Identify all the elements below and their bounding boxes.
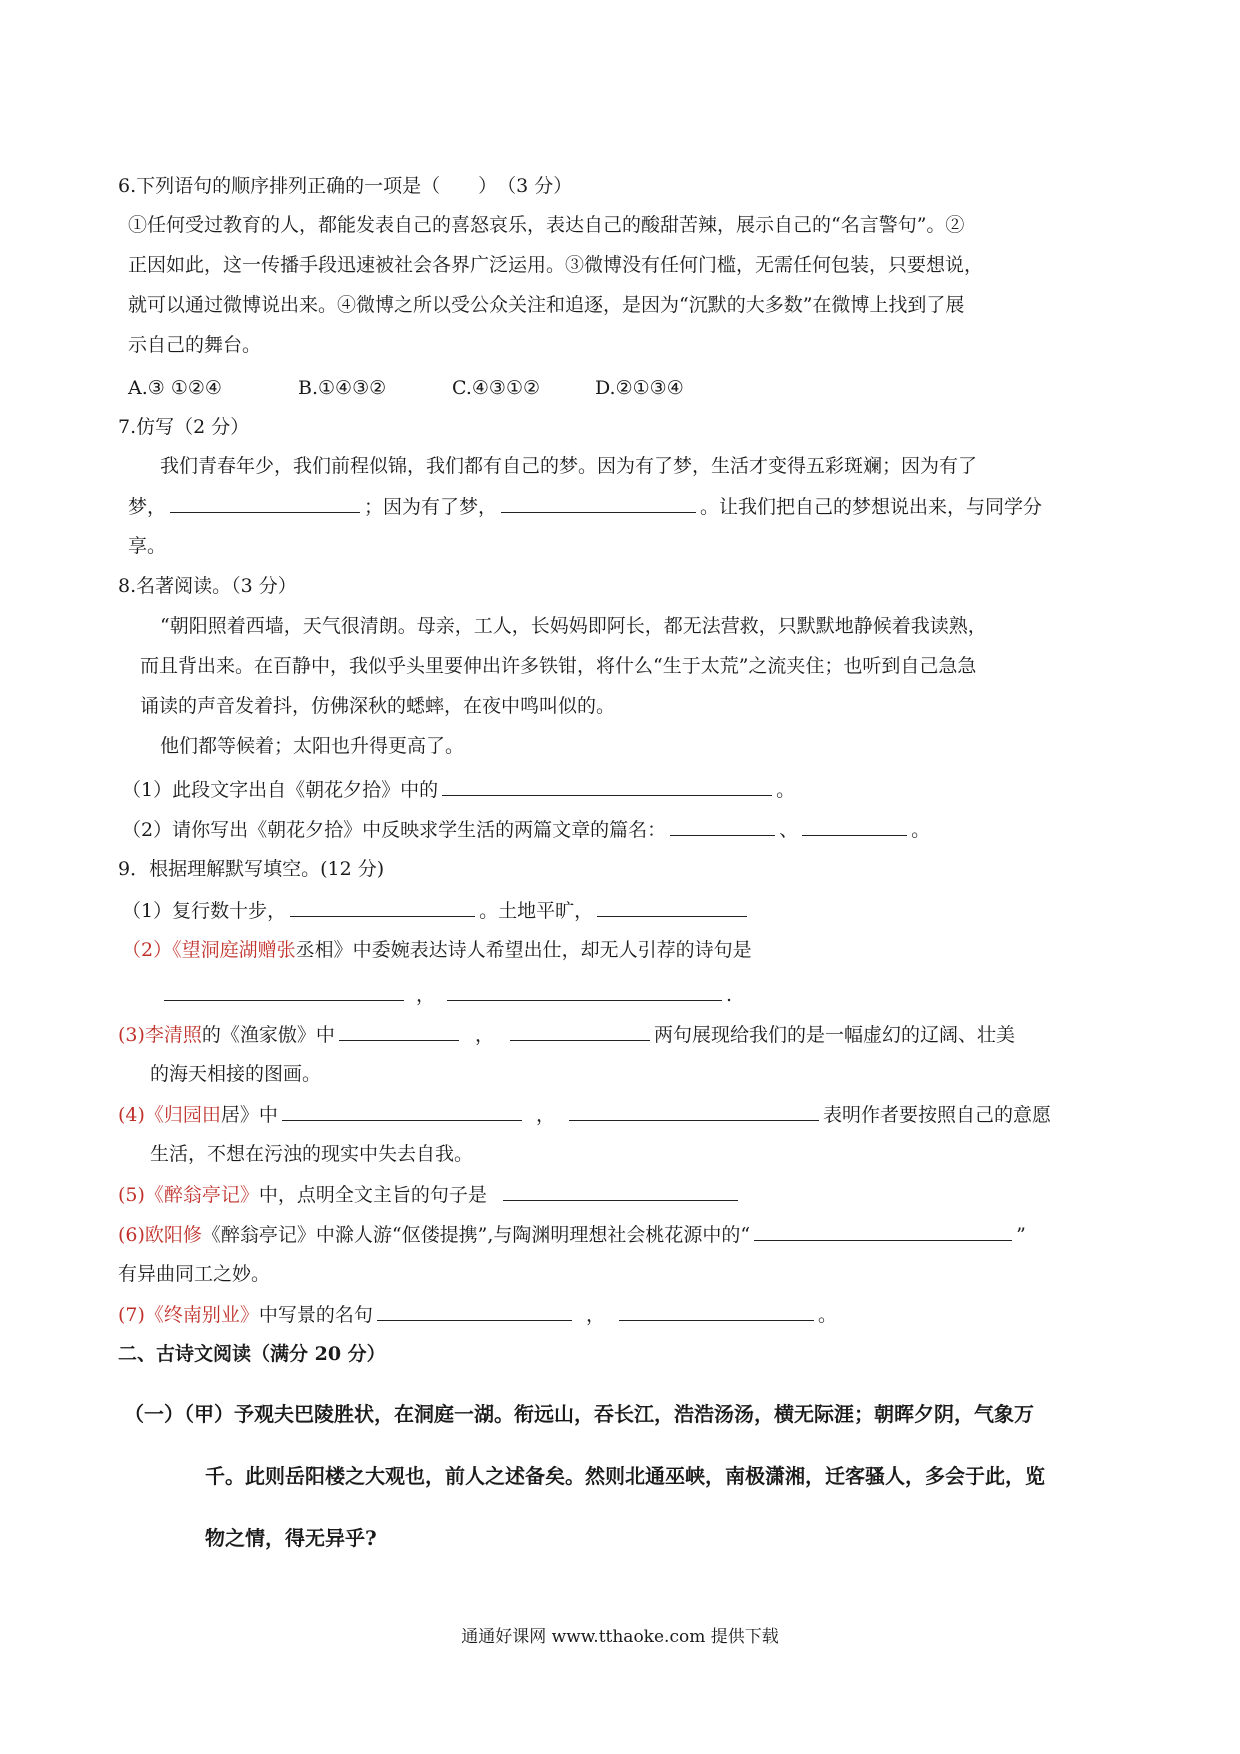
q9-item-1 — [122, 896, 751, 924]
q9-item-2-blanks — [160, 980, 732, 1008]
q9-item7-end: 。 — [817, 1304, 837, 1326]
q8-sub1-end: 。 — [776, 779, 796, 801]
q7-line2-c: 。让我们把自己的梦想说出来，与同学分 — [700, 496, 1043, 518]
section-2-line-3: 物之情，得无异乎? — [205, 1526, 377, 1550]
q6-option-c: C.④③①② — [452, 377, 541, 399]
q9-item4-blank-2[interactable] — [569, 1100, 819, 1121]
q6-title: 6.下列语句的顺序排列正确的一项是（ ） （3 分） — [118, 175, 573, 197]
q8-passage-line-4: 他们都等候着；太阳也升得更高了。 — [160, 735, 465, 757]
q9-item3-blank-2[interactable] — [510, 1020, 650, 1041]
q9-item2-end: . — [726, 984, 733, 1006]
q9-item3-red: (3)李清照 — [118, 1024, 202, 1046]
q9-item-5 — [118, 1180, 742, 1208]
q8-passage-line-2: 而且背出来。在百静中，我似乎头里要伸出许多铁钳，将什么“生于太荒”之流夹住；也听到自己急急 — [140, 655, 977, 677]
q7-line-1: 我们青春年少，我们前程似锦，我们都有自己的梦。因为有了梦，生活才变得五彩斑斓；因为有了 — [160, 455, 978, 477]
section-2-heading: 二、古诗文阅读（满分 20 分） — [118, 1343, 386, 1365]
q9-item1-blank-1[interactable] — [290, 896, 475, 917]
q9-item2-blank-2[interactable] — [447, 980, 722, 1001]
q9-item3-blank-1[interactable] — [339, 1020, 459, 1041]
q9-item-6 — [118, 1220, 1026, 1248]
q9-item5-red: (5)《醉翁亭记》 — [118, 1184, 259, 1206]
q7-line2-a: 梦， — [128, 496, 167, 518]
q9-item5-text: 中，点明全文主旨的句子是 — [258, 1184, 487, 1206]
q6-body-line-2: 正因如此，这一传播手段迅速被社会各界广泛运用。③微博没有任何门槛，无需任何包装，只要想说， — [128, 254, 984, 276]
q7-line-3: 享。 — [128, 535, 167, 557]
page-footer: 通通好课网 www.tthaoke.com 提供下载 — [461, 1627, 779, 1647]
q9-item3-sep: ， — [474, 1024, 494, 1046]
q9-item-7 — [118, 1300, 837, 1328]
q9-item2-blank-1[interactable] — [164, 980, 404, 1001]
q9-item4-red: (4)《归园田 — [118, 1104, 221, 1126]
q9-item-2 — [122, 936, 752, 964]
q7-line2-b: ；因为有了梦， — [364, 496, 498, 518]
q8-title: 8.名著阅读。（3 分） — [118, 575, 297, 597]
q8-sub-1 — [122, 775, 795, 803]
q8-sub2-text: （2）请你写出《朝花夕拾》中反映求学生活的两篇文章的篇名： — [122, 819, 667, 841]
section-2-lead: （一）（甲）予观夫巴陵胜状，在洞庭一湖。衔远山，吞长江，浩浩汤汤，横无际涯；朝晖夕阴，气象万 — [124, 1402, 1034, 1426]
q7-title: 7.仿写（2 分） — [118, 416, 250, 438]
q6-body-line-3: 就可以通过微博说出来。④微博之所以受公众关注和追逐，是因为“沉默的大多数”在微博上找到了展 — [128, 294, 965, 316]
q9-item5-blank[interactable] — [503, 1180, 738, 1201]
q9-item-3-line-2: 的海天相接的图画。 — [150, 1063, 322, 1085]
q9-item4-text: 居》中 — [220, 1104, 278, 1126]
q6-body-line-4: 示自己的舞台。 — [128, 334, 262, 356]
q9-item-6-line-2: 有异曲同工之妙。 — [118, 1263, 271, 1285]
q9-item7-text: 中写景的名句 — [258, 1304, 373, 1326]
q8-sub-2 — [122, 815, 930, 843]
q8-sub1-blank[interactable] — [442, 775, 772, 796]
q7-line-2 — [128, 492, 1042, 520]
q9-item2-red: （2）《望洞庭湖赠张 — [122, 939, 296, 961]
q8-sub2-sep: 、 — [779, 819, 799, 841]
q9-item6-red: (6)欧阳修 — [118, 1224, 202, 1246]
q9-item2-sep: ， — [416, 984, 436, 1006]
q9-item1-text: （1）复行数十步， — [122, 900, 287, 922]
q9-item7-red: (7)《终南别业》 — [118, 1304, 259, 1326]
q9-item7-blank-2[interactable] — [619, 1300, 814, 1321]
q9-item4-blank-1[interactable] — [282, 1100, 522, 1121]
q7-blank-2[interactable] — [501, 492, 696, 513]
q9-item1-blank-2[interactable] — [597, 896, 747, 917]
q9-item-4 — [118, 1100, 1051, 1128]
q7-blank-1[interactable] — [170, 492, 360, 513]
q9-item3-text: 的《渔家傲》中 — [201, 1024, 335, 1046]
q6-option-b: B.①④③② — [298, 377, 387, 399]
q9-item4-tail: 表明作者要按照自己的意愿 — [822, 1104, 1051, 1126]
q8-sub2-end: 。 — [911, 819, 931, 841]
q8-sub2-blank-2[interactable] — [802, 815, 907, 836]
q9-item7-blank-1[interactable] — [377, 1300, 572, 1321]
q9-item4-sep: ， — [535, 1104, 555, 1126]
q6-body-line-1: ①任何受过教育的人，都能发表自己的喜怒哀乐，表达自己的酸甜苦辣，展示自己的“名言警句”。② — [128, 214, 965, 236]
q6-option-d: D.②①③④ — [595, 377, 684, 399]
q8-sub2-blank-1[interactable] — [670, 815, 775, 836]
section-2-line-2: 千。此则岳阳楼之大观也，前人之述备矣。然则北通巫峡，南极潇湘，迁客骚人，多会于此，览 — [205, 1464, 1045, 1488]
q6-option-a: A.③ ①②④ — [128, 377, 222, 399]
q9-item6-text: 《醉翁亭记》中滁人游“伛偻提携”,与陶渊明理想社会桃花源中的“ — [201, 1224, 751, 1246]
q9-item-3 — [118, 1020, 1015, 1048]
q8-sub1-text: （1）此段文字出自《朝花夕拾》中的 — [122, 779, 439, 801]
q9-item7-sep: ， — [585, 1304, 605, 1326]
q9-item1-mid: 。土地平旷， — [479, 900, 594, 922]
q9-item6-close: ” — [1016, 1224, 1026, 1246]
q8-passage-line-3: 诵读的声音发着抖，仿佛深秋的蟋蟀，在夜中鸣叫似的。 — [140, 695, 616, 717]
q9-item-4-line-2: 生活，不想在污浊的现实中失去自我。 — [150, 1143, 474, 1165]
q8-passage-line-1: “朝阳照着西墙，天气很清朗。母亲，工人，长妈妈即阿长，都无法营救，只默默地静候着我读熟， — [160, 615, 987, 637]
q9-item2-text: 丞相》中委婉表达诗人希望出仕，却无人引荐的诗句是 — [295, 939, 752, 961]
q9-title: 9．根据理解默写填空。(12 分) — [118, 858, 385, 880]
q9-item3-tail: 两句展现给我们的是一幅虚幻的辽阔、壮美 — [653, 1024, 1015, 1046]
q9-item6-blank[interactable] — [754, 1220, 1012, 1241]
